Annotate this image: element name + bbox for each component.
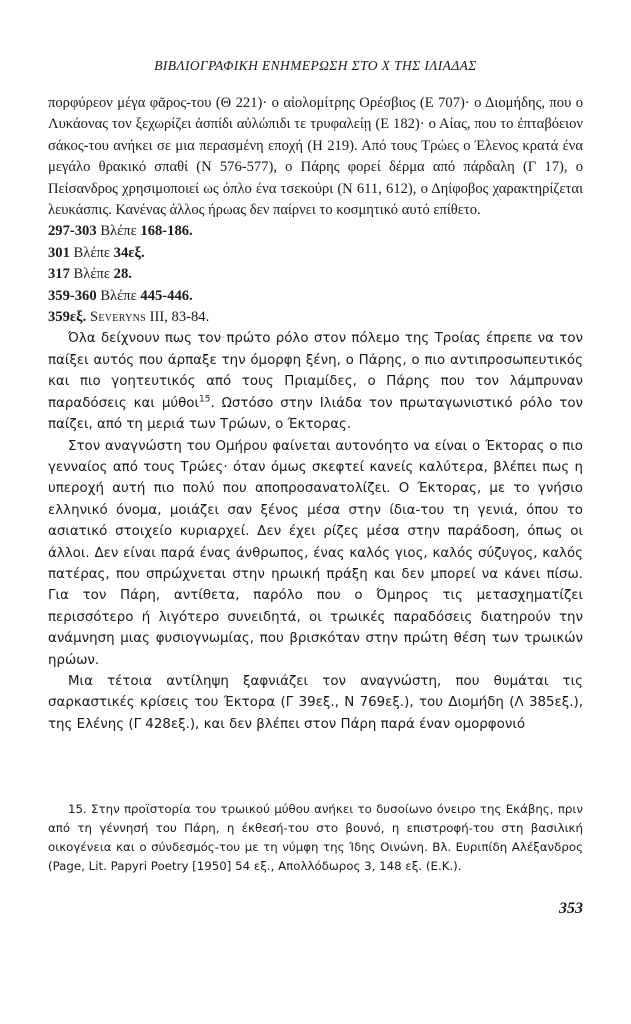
section-paragraph-1: [48, 328, 583, 435]
cross-ref-target: 34εξ.: [113, 244, 145, 261]
section-paragraph-2: Στον αναγνώστη του Ομήρου φαίνεται αυτονόητο να είναι ο Έκτορας ο πιο γενναίος από τους Τρώες· όταν όμως σκεφτεί κανείς καλύτερα, βλέπει πως η υπεροχή αυτή πιο πολύ που αποπροσανατολίζει. Ο Έκτορας, με το γνήσιο ελληνικό όνομα, μοιάζει σαν ξένος μέσα στην ίδια-του τη γενιά, όπου το ασιατικό στοιχείο κυριαρχεί. Δεν έχει ρίζες μέσα στην παράδοση, όπως οι άλλοι. Δεν είναι παρά ένας άνθρωπος, ένας καλός γιος, καλός σύζυγος, καλός πατέρας, που σπρώχνεται στην ηρωική πράξη και δεν μπορεί να κάνει πίσω. Για τον Πάρη, αντίθετα, παρόλο που ο Όμηρος τις μετασχηματίζει περισσότερο ή λιγότερο συνειδητά, οι τρωικές παραδόσεις διατηρούν την ανάμνηση μιας φυσιογνωμίας, που βρισκόταν στην πρώτη θέση των τρωικών ηρώων.: [48, 438, 583, 668]
cross-ref-3: [48, 264, 583, 285]
section-lemma: 359εξ.: [48, 309, 87, 326]
section-author: Severyns: [89, 309, 147, 326]
cross-ref-lemma: 297-303: [48, 223, 97, 240]
footnote-marker[interactable]: 15: [199, 394, 211, 405]
page-number: 353: [559, 900, 583, 917]
cross-ref-target: 168-186.: [140, 223, 193, 240]
footnotes: [48, 800, 583, 876]
cross-ref-text: Βλέπε: [100, 223, 137, 240]
section-ref: III, 83-84.: [149, 309, 210, 326]
cross-ref-lemma: 317: [48, 266, 70, 283]
commentary-section: [48, 307, 583, 735]
cross-ref-target: 28.: [113, 266, 132, 283]
paragraph-text-tail: . Ωστόσο στην Ιλιάδα τον πρωταγωνιστικό ρόλο τον παίζει, από τη μεριά των Τρώων, ο Έκτορας.: [48, 395, 583, 433]
cross-ref-1: [48, 221, 583, 242]
cross-ref-4: [48, 286, 583, 307]
running-header: ΒΙΒΛΙΟΓΡΑΦΙΚΗ ΕΝΗΜΕΡΩΣΗ ΣΤΟ Χ ΤΗΣ ΙΛΙΑΔΑΣ: [154, 58, 477, 73]
cross-references: [48, 221, 583, 307]
cross-ref-text: Βλέπε: [73, 244, 110, 261]
footnote-number: 15.: [68, 802, 87, 816]
cross-ref-text: Βλέπε: [73, 266, 110, 283]
footnote-text: Στην προϊστορία του τρωικού μύθου ανήκει το δυσοίωνο όνειρο της Εκάβης, πριν από τη γέννησή του Πάρη, η έκθεσή-του στο βουνό, η επιστροφή-του στη βασιλική οικογένεια και ο σύνδεσμός-του με τη νύμφη της Ίδης Οινώνη. Βλ. Ευριπίδη Αλέξανδρος (Page, Lit. Papyri Poetry [1950] 54 εξ., Απολλόδωρος 3, 148 εξ. (Ε.Κ.).: [48, 802, 583, 873]
intro-paragraph: πορφύρεον μέγα φᾶρος-του (Θ 221)· ο αἰολομίτρης Ορέσβιος (Ε 707)· ο Διομήδης, που ο Λυκάονας τον ξεχωρίζει ἀσπίδι αὐλώπιδι τε τρυφαλείῃ (Ε 182)· ο Αίας, που το ἐπταβόειον σάκος-του ανήκει σε μια περασμένη εποχή (Η 219). Από τους Τρώες ο Έλενος κρατά ένα μεγάλο θρακικό σπαθί (Ν 576-577), ο Πάρης φορεί δέρμα από πάρδαλη (Γ 17), ο Πείσανδρος χρησιμοποιεί ως όπλο ένα τσεκούρι (Ν 611, 612), ο Δηίφοβος χαρακτηρίζεται λευκάσπις. Κανένας άλλος ήρωας δεν παίρνει το κοσμητικό αυτό επίθετο.: [48, 95, 583, 219]
footnote-15: [48, 800, 583, 876]
paragraph-text: Όλα δείχνουν πως τον πρώτο ρόλο στον πόλεμο της Τροίας έπρεπε να τον παίξει αυτός που άρπαξε την όμορφη ξένη, ο Πάρης, ο πιο αντιπροσωπευτικός και πιο γοητευτικός από τους Πριαμίδες, ο Πάρης που τον λάμπρυναν παραδόσεις και μύθοι: [48, 331, 583, 411]
section-paragraph-3: Μια τέτοια αντίληψη ξαφνιάζει τον αναγνώστη, που θυμάται τις σαρκαστικές κρίσεις του Έκτορα (Γ 39εξ., Ν 769εξ.), του Διομήδη (Λ 385εξ.), της Ελένης (Γ 428εξ.), και δεν βλέπει στον Πάρη παρά έναν ομορφονιό: [48, 673, 583, 732]
main-text: [48, 93, 583, 735]
cross-ref-lemma: 359-360: [48, 287, 97, 304]
cross-ref-2: [48, 243, 583, 264]
section-heading: [48, 307, 583, 328]
cross-ref-target: 445-446.: [140, 287, 193, 304]
cross-ref-lemma: 301: [48, 244, 70, 261]
cross-ref-text: Βλέπε: [100, 287, 137, 304]
